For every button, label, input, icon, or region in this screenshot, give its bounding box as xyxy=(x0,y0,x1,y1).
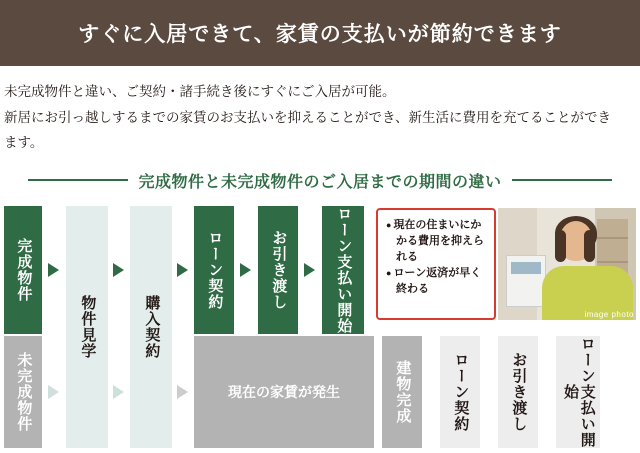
intro-line-2: 新居にお引っ越しするまでの家賃のお支払いを抑えることができ、新生活に費用を充てることができ xyxy=(4,109,611,125)
lifestyle-photo xyxy=(498,208,636,320)
step-completed-loan-payment: ローン支払い開始 xyxy=(322,206,364,334)
photo-person-hair-right xyxy=(584,230,595,262)
incomplete-rent-bar: 現在の家賃が発生 xyxy=(194,336,374,448)
comparison-diagram xyxy=(0,200,640,453)
step-incomplete-handover: お引き渡し xyxy=(498,336,538,448)
arrow-loan-to-handover xyxy=(240,263,251,277)
step-incomplete-loan-contract: ローン契約 xyxy=(440,336,480,448)
photo-panel xyxy=(506,255,546,307)
benefits-callout xyxy=(376,208,496,320)
section-heading xyxy=(0,168,640,192)
arrow-tour-to-contract-incomplete xyxy=(113,385,124,399)
heading-rule-left xyxy=(28,179,128,181)
step-completed-loan-contract: ローン契約 xyxy=(194,206,234,334)
benefit-item-1: ● 現在の住まいにかかる費用を抑えられる xyxy=(386,218,488,266)
arrow-handover-to-payment xyxy=(304,263,315,277)
step-incomplete-building-complete: 建物完成 xyxy=(382,336,422,448)
row-label-completed: 完成物件 xyxy=(4,206,42,334)
photo-credit: image photo xyxy=(584,310,634,319)
step-completed-handover: お引き渡し xyxy=(258,206,298,334)
arrow-incomplete-to-tour xyxy=(48,385,59,399)
arrow-tour-to-contract xyxy=(113,263,124,277)
step-property-tour: 物件見学 xyxy=(66,206,108,448)
intro-paragraph xyxy=(4,80,634,157)
photo-person-hair-left xyxy=(555,230,566,262)
step-incomplete-loan-payment: ローン支払い開始 xyxy=(556,336,600,448)
benefits-list xyxy=(386,218,488,298)
intro-line-3: ます。 xyxy=(4,135,44,151)
arrow-completed-to-tour xyxy=(48,263,59,277)
arrow-contract-to-rent xyxy=(177,385,188,399)
intro-line-1: 未完成物件と違い、ご契約・諸手続き後にすぐにご入居が可能。 xyxy=(4,84,396,99)
section-heading-text: 完成物件と未完成物件のご入居までの期間の違い xyxy=(138,173,502,191)
header-band xyxy=(0,0,640,66)
arrow-contract-to-loan xyxy=(177,263,188,277)
heading-rule-right xyxy=(512,179,612,181)
step-purchase-contract: 購入契約 xyxy=(130,206,172,448)
page-title: すぐに入居できて、家賃の支払いが節約できます xyxy=(78,23,562,46)
row-label-incomplete: 未完成物件 xyxy=(4,336,42,448)
benefit-item-2: ● ローン返済が早く終わる xyxy=(386,266,488,298)
